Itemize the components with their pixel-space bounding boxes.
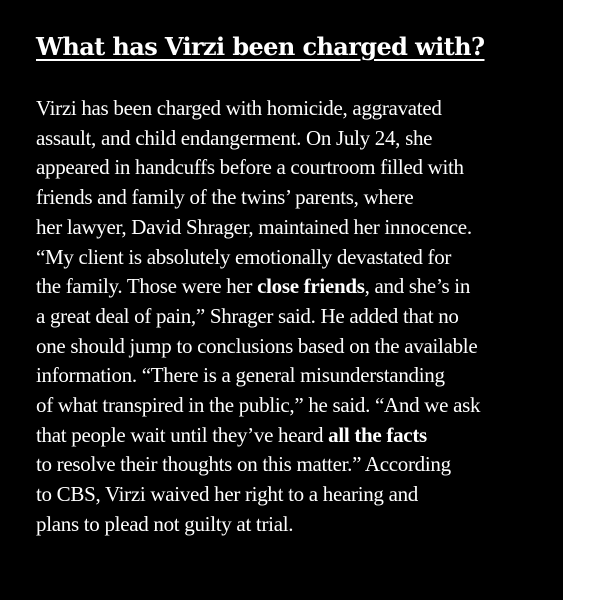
body-line: Virzi has been charged with homicide, aggravated xyxy=(36,96,442,120)
body-text-segment: the family. Those were her xyxy=(36,274,258,299)
body-line: appeared in handcuffs before a courtroom filled with xyxy=(36,155,464,180)
body-line: to resolve their thoughts on this matter.” According xyxy=(36,452,451,477)
body-line: her lawyer, David Shrager, maintained her innocence. xyxy=(36,214,472,239)
body-line: one should jump to conclusions based on the available xyxy=(36,333,478,358)
bold-phrase-all-the-facts: all the facts xyxy=(328,422,427,447)
bold-phrase-close-friends: close friends xyxy=(257,274,365,299)
body-line xyxy=(36,272,556,302)
body-text-segment: , and she’s in xyxy=(364,274,471,299)
body-text-segment: that people wait until they’ve heard xyxy=(36,422,329,447)
body-line: a great deal of pain,” Shrager said. He added that no xyxy=(36,303,459,328)
body-line: “My client is absolutely emotionally devastated for xyxy=(36,244,452,269)
body-line: assault, and child endangerment. On July 24, she xyxy=(36,125,433,150)
body-line: friends and family of the twins’ parents, where xyxy=(36,185,414,210)
body-line xyxy=(36,421,556,451)
article-body xyxy=(36,94,556,540)
body-line: to CBS, Virzi waived her right to a hearing and xyxy=(36,482,418,507)
article-heading: What has Virzi been charged with? xyxy=(36,32,485,61)
body-line: information. “There is a general misunderstanding xyxy=(36,363,445,388)
body-line: plans to plead not guilty at trial. xyxy=(36,511,294,536)
body-line: of what transpired in the public,” he said. “And we ask xyxy=(36,393,481,418)
